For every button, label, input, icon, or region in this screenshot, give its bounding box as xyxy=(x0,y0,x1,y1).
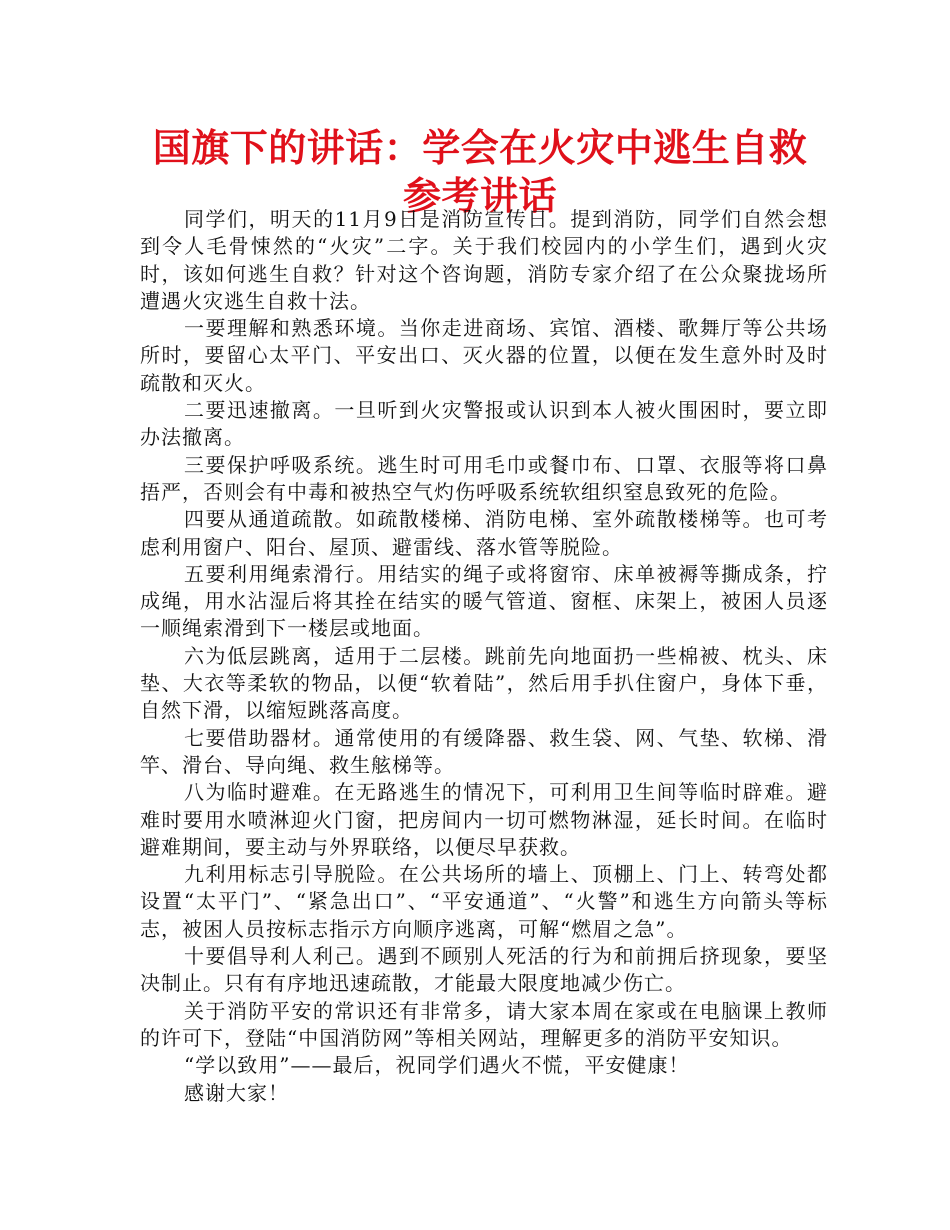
paragraph-tip-6: 六为低层跳离，适用于二层楼。跳前先向地面扔一些棉被、枕头、床垫、大衣等柔软的物品，以便“软着陆”，然后用手扒住窗户，身体下垂，自然下滑，以缩短跳落高度。 xyxy=(140,643,828,723)
paragraph-tip-1: 一要理解和熟悉环境。当你走进商场、宾馆、酒楼、歌舞厅等公共场所时，要留心太平门、平安出口、灭火器的位置，以便在发生意外时及时疏散和灭火。 xyxy=(140,316,828,395)
paragraph-tip-8: 八为临时避难。在无路逃生的情况下，可利用卫生间等临时辟难。避难时要用水喷淋迎火门窗，把房间内一切可燃物淋湿，延长时间。在临时避难期间，要主动与外界联络，以便尽早获救。 xyxy=(140,780,828,859)
document-title: 国旗下的讲话：学会在火灾中逃生自救参考讲话 xyxy=(152,126,808,218)
paragraph-tip-3: 三要保护呼吸系统。逃生时可用毛巾或餐巾布、口罩、衣服等将口鼻捂严，否则会有中毒和被热空气灼伤呼吸系统软组织窒息致死的危险。 xyxy=(140,452,828,504)
paragraph-tip-5: 五要利用绳索滑行。用结实的绳子或将窗帘、床单被褥等撕成条，拧成绳，用水沾湿后将其拴在结实的暖气管道、窗框、床架上，被困人员逐一顺绳索滑到下一楼层或地面。 xyxy=(140,561,828,641)
paragraph-closing: “学以致用”——最后，祝同学们遇火不慌，平安健康！ xyxy=(184,1053,690,1078)
paragraph-tip-9: 九利用标志引导脱险。在公共场所的墙上、顶棚上、门上、转弯处都设置“太平门”、“紧急出口”、“平安通道”、“火警”和逃生方向箭头等标志，被困人员按标志指示方向顺序逃离，可解“燃眉之急”。 xyxy=(140,862,828,941)
paragraph-knowledge: 关于消防平安的常识还有非常多，请大家本周在家或在电脑课上教师的许可下，登陆“中国消防网”等相关网站，理解更多的消防平安知识。 xyxy=(140,998,828,1050)
paragraph-tip-10: 十要倡导利人利己。遇到不顾别人死活的行为和前拥后挤现象，要坚决制止。只有有序地迅速疏散，才能最大限度地减少伤亡。 xyxy=(140,944,828,996)
paragraph-tip-7: 七要借助器材。通常使用的有缓降器、救生袋、网、气垫、软梯、滑竿、滑台、导向绳、救生舷梯等。 xyxy=(140,725,828,777)
paragraph-tip-4: 四要从通道疏散。如疏散楼梯、消防电梯、室外疏散楼梯等。也可考虑利用窗户、阳台、屋顶、避雷线、落水管等脱险。 xyxy=(140,507,828,559)
paragraph-thanks: 感谢大家！ xyxy=(184,1080,289,1105)
paragraph-tip-2: 二要迅速撤离。一旦听到火灾警报或认识到本人被火围困时，要立即办法撤离。 xyxy=(140,398,828,450)
document-body xyxy=(140,206,828,1107)
paragraph-intro: 同学们，明天的11月9日是消防宣传日。提到消防，同学们自然会想到令人毛骨悚然的“火灾”二字。关于我们校园内的小学生们，遇到火灾时，该如何逃生自救？针对这个咨询题，消防专家介绍了在公众聚拢场所遭遇火灾逃生自救十法。 xyxy=(140,207,828,313)
